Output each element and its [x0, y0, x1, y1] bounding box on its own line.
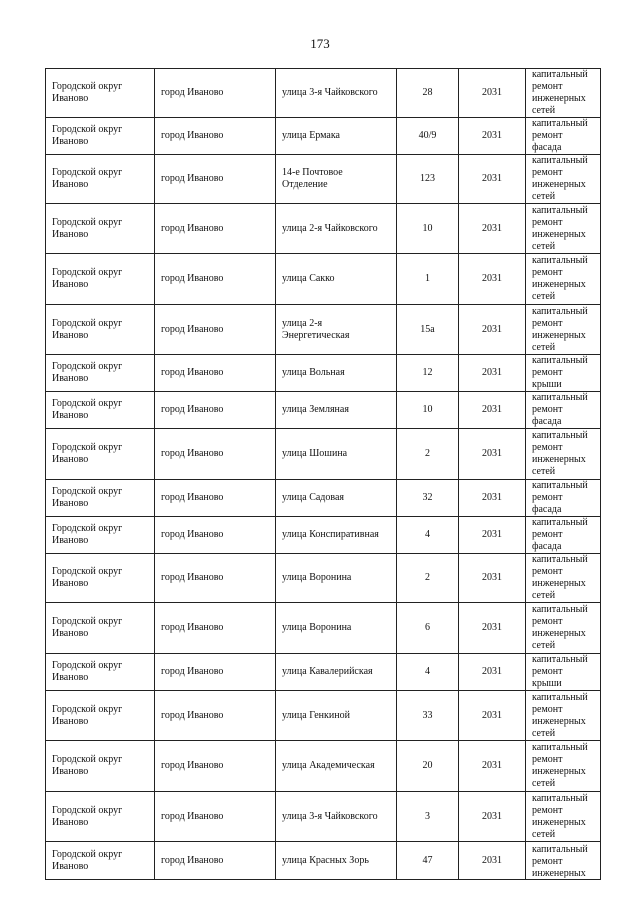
district-cell: Городской округ Иваново: [46, 392, 155, 429]
table-row: [46, 305, 601, 355]
table-row: [46, 355, 601, 392]
city-cell: город Иваново: [155, 654, 276, 691]
work-cell: капитальный ремонт инженерных сетей: [526, 305, 601, 355]
house-cell: 3: [397, 792, 459, 842]
street-cell: улица 3-я Чайковского: [276, 69, 397, 118]
street-cell: улица Воронина: [276, 603, 397, 654]
street-cell: улица Ермака: [276, 118, 397, 155]
district-cell: Городской округ Иваново: [46, 603, 155, 654]
district-cell: Городской округ Иваново: [46, 155, 155, 204]
table-row: [46, 155, 601, 204]
table-row: [46, 118, 601, 155]
district-cell: Городской округ Иваново: [46, 254, 155, 305]
work-cell: капитальный ремонт фасада: [526, 392, 601, 429]
city-cell: город Иваново: [155, 480, 276, 517]
street-cell: улица Земляная: [276, 392, 397, 429]
house-cell: 32: [397, 480, 459, 517]
city-cell: город Иваново: [155, 254, 276, 305]
year-cell: 2031: [459, 517, 526, 554]
work-cell: капитальный ремонт крыши: [526, 654, 601, 691]
city-cell: город Иваново: [155, 155, 276, 204]
work-cell: капитальный ремонт фасада: [526, 118, 601, 155]
year-cell: 2031: [459, 480, 526, 517]
street-cell: улица 2-я Энергетическая: [276, 305, 397, 355]
house-cell: 10: [397, 204, 459, 254]
district-cell: Городской округ Иваново: [46, 480, 155, 517]
year-cell: 2031: [459, 392, 526, 429]
house-cell: 6: [397, 603, 459, 654]
page-number: 173: [310, 36, 330, 51]
street-cell: улица Шошина: [276, 429, 397, 480]
street-cell: улица Кавалерийская: [276, 654, 397, 691]
city-cell: город Иваново: [155, 517, 276, 554]
district-cell: Городской округ Иваново: [46, 429, 155, 480]
table-row: [46, 741, 601, 792]
year-cell: 2031: [459, 792, 526, 842]
year-cell: 2031: [459, 254, 526, 305]
city-cell: город Иваново: [155, 792, 276, 842]
house-cell: 2: [397, 554, 459, 603]
work-cell: капитальный ремонт инженерных сетей: [526, 155, 601, 204]
district-cell: Городской округ Иваново: [46, 69, 155, 118]
work-cell: капитальный ремонт инженерных сетей: [526, 554, 601, 603]
street-cell: улица Генкиной: [276, 691, 397, 741]
district-cell: Городской округ Иваново: [46, 741, 155, 792]
work-cell: капитальный ремонт инженерных сетей: [526, 792, 601, 842]
street-cell: улица Садовая: [276, 480, 397, 517]
house-cell: 10: [397, 392, 459, 429]
work-cell: капитальный ремонт фасада: [526, 517, 601, 554]
city-cell: город Иваново: [155, 305, 276, 355]
house-cell: 4: [397, 654, 459, 691]
district-cell: Городской округ Иваново: [46, 517, 155, 554]
district-cell: Городской округ Иваново: [46, 691, 155, 741]
year-cell: 2031: [459, 118, 526, 155]
work-cell: капитальный ремонт инженерных сетей: [526, 69, 601, 118]
street-cell: улица Академическая: [276, 741, 397, 792]
year-cell: 2031: [459, 554, 526, 603]
year-cell: 2031: [459, 603, 526, 654]
district-cell: Городской округ Иваново: [46, 118, 155, 155]
district-cell: Городской округ Иваново: [46, 842, 155, 880]
work-cell-text: капитальный ремонт инженерных: [532, 843, 588, 878]
house-cell: 12: [397, 355, 459, 392]
table-row: [46, 792, 601, 842]
year-cell: 2031: [459, 204, 526, 254]
year-cell: 2031: [459, 155, 526, 204]
house-cell: 28: [397, 69, 459, 118]
street-cell: улица 2-я Чайковского: [276, 204, 397, 254]
work-cell: [526, 842, 601, 880]
work-cell: капитальный ремонт инженерных сетей: [526, 429, 601, 480]
table-row: [46, 691, 601, 741]
district-cell: Городской округ Иваново: [46, 654, 155, 691]
work-cell: капитальный ремонт инженерных сетей: [526, 254, 601, 305]
city-cell: город Иваново: [155, 204, 276, 254]
year-cell: 2031: [459, 69, 526, 118]
house-cell: 47: [397, 842, 459, 880]
table-row: [46, 392, 601, 429]
work-cell: капитальный ремонт инженерных сетей: [526, 603, 601, 654]
city-cell: город Иваново: [155, 392, 276, 429]
city-cell: город Иваново: [155, 118, 276, 155]
house-cell: 33: [397, 691, 459, 741]
city-cell: город Иваново: [155, 554, 276, 603]
street-cell: улица Сакко: [276, 254, 397, 305]
house-cell: 4: [397, 517, 459, 554]
repair-schedule-table: [45, 68, 601, 880]
work-cell: капитальный ремонт инженерных сетей: [526, 691, 601, 741]
table-row: [46, 480, 601, 517]
year-cell: 2031: [459, 305, 526, 355]
table-row: [46, 204, 601, 254]
table-row: [46, 842, 601, 880]
table-row: [46, 603, 601, 654]
work-cell: капитальный ремонт фасада: [526, 480, 601, 517]
street-cell: улица 3-я Чайковского: [276, 792, 397, 842]
city-cell: город Иваново: [155, 691, 276, 741]
district-cell: Городской округ Иваново: [46, 554, 155, 603]
year-cell: 2031: [459, 842, 526, 880]
house-cell: 15а: [397, 305, 459, 355]
house-cell: 2: [397, 429, 459, 480]
work-cell: капитальный ремонт крыши: [526, 355, 601, 392]
table-row: [46, 254, 601, 305]
city-cell: город Иваново: [155, 603, 276, 654]
year-cell: 2031: [459, 654, 526, 691]
district-cell: Городской округ Иваново: [46, 792, 155, 842]
street-cell: улица Красных Зорь: [276, 842, 397, 880]
table-row: [46, 429, 601, 480]
table-row: [46, 517, 601, 554]
street-cell: 14-е Почтовое Отделение: [276, 155, 397, 204]
house-cell: 20: [397, 741, 459, 792]
city-cell: город Иваново: [155, 741, 276, 792]
house-cell: 123: [397, 155, 459, 204]
street-cell: улица Воронина: [276, 554, 397, 603]
table-row: [46, 69, 601, 118]
street-cell: улица Вольная: [276, 355, 397, 392]
district-cell: Городской округ Иваново: [46, 355, 155, 392]
year-cell: 2031: [459, 429, 526, 480]
work-cell: капитальный ремонт инженерных сетей: [526, 204, 601, 254]
year-cell: 2031: [459, 355, 526, 392]
district-cell: Городской округ Иваново: [46, 204, 155, 254]
street-cell: улица Конспиративная: [276, 517, 397, 554]
house-cell: 40/9: [397, 118, 459, 155]
house-cell: 1: [397, 254, 459, 305]
city-cell: город Иваново: [155, 429, 276, 480]
city-cell: город Иваново: [155, 842, 276, 880]
table-row: [46, 554, 601, 603]
city-cell: город Иваново: [155, 69, 276, 118]
table-row: [46, 654, 601, 691]
district-cell: Городской округ Иваново: [46, 305, 155, 355]
year-cell: 2031: [459, 691, 526, 741]
year-cell: 2031: [459, 741, 526, 792]
city-cell: город Иваново: [155, 355, 276, 392]
work-cell: капитальный ремонт инженерных сетей: [526, 741, 601, 792]
